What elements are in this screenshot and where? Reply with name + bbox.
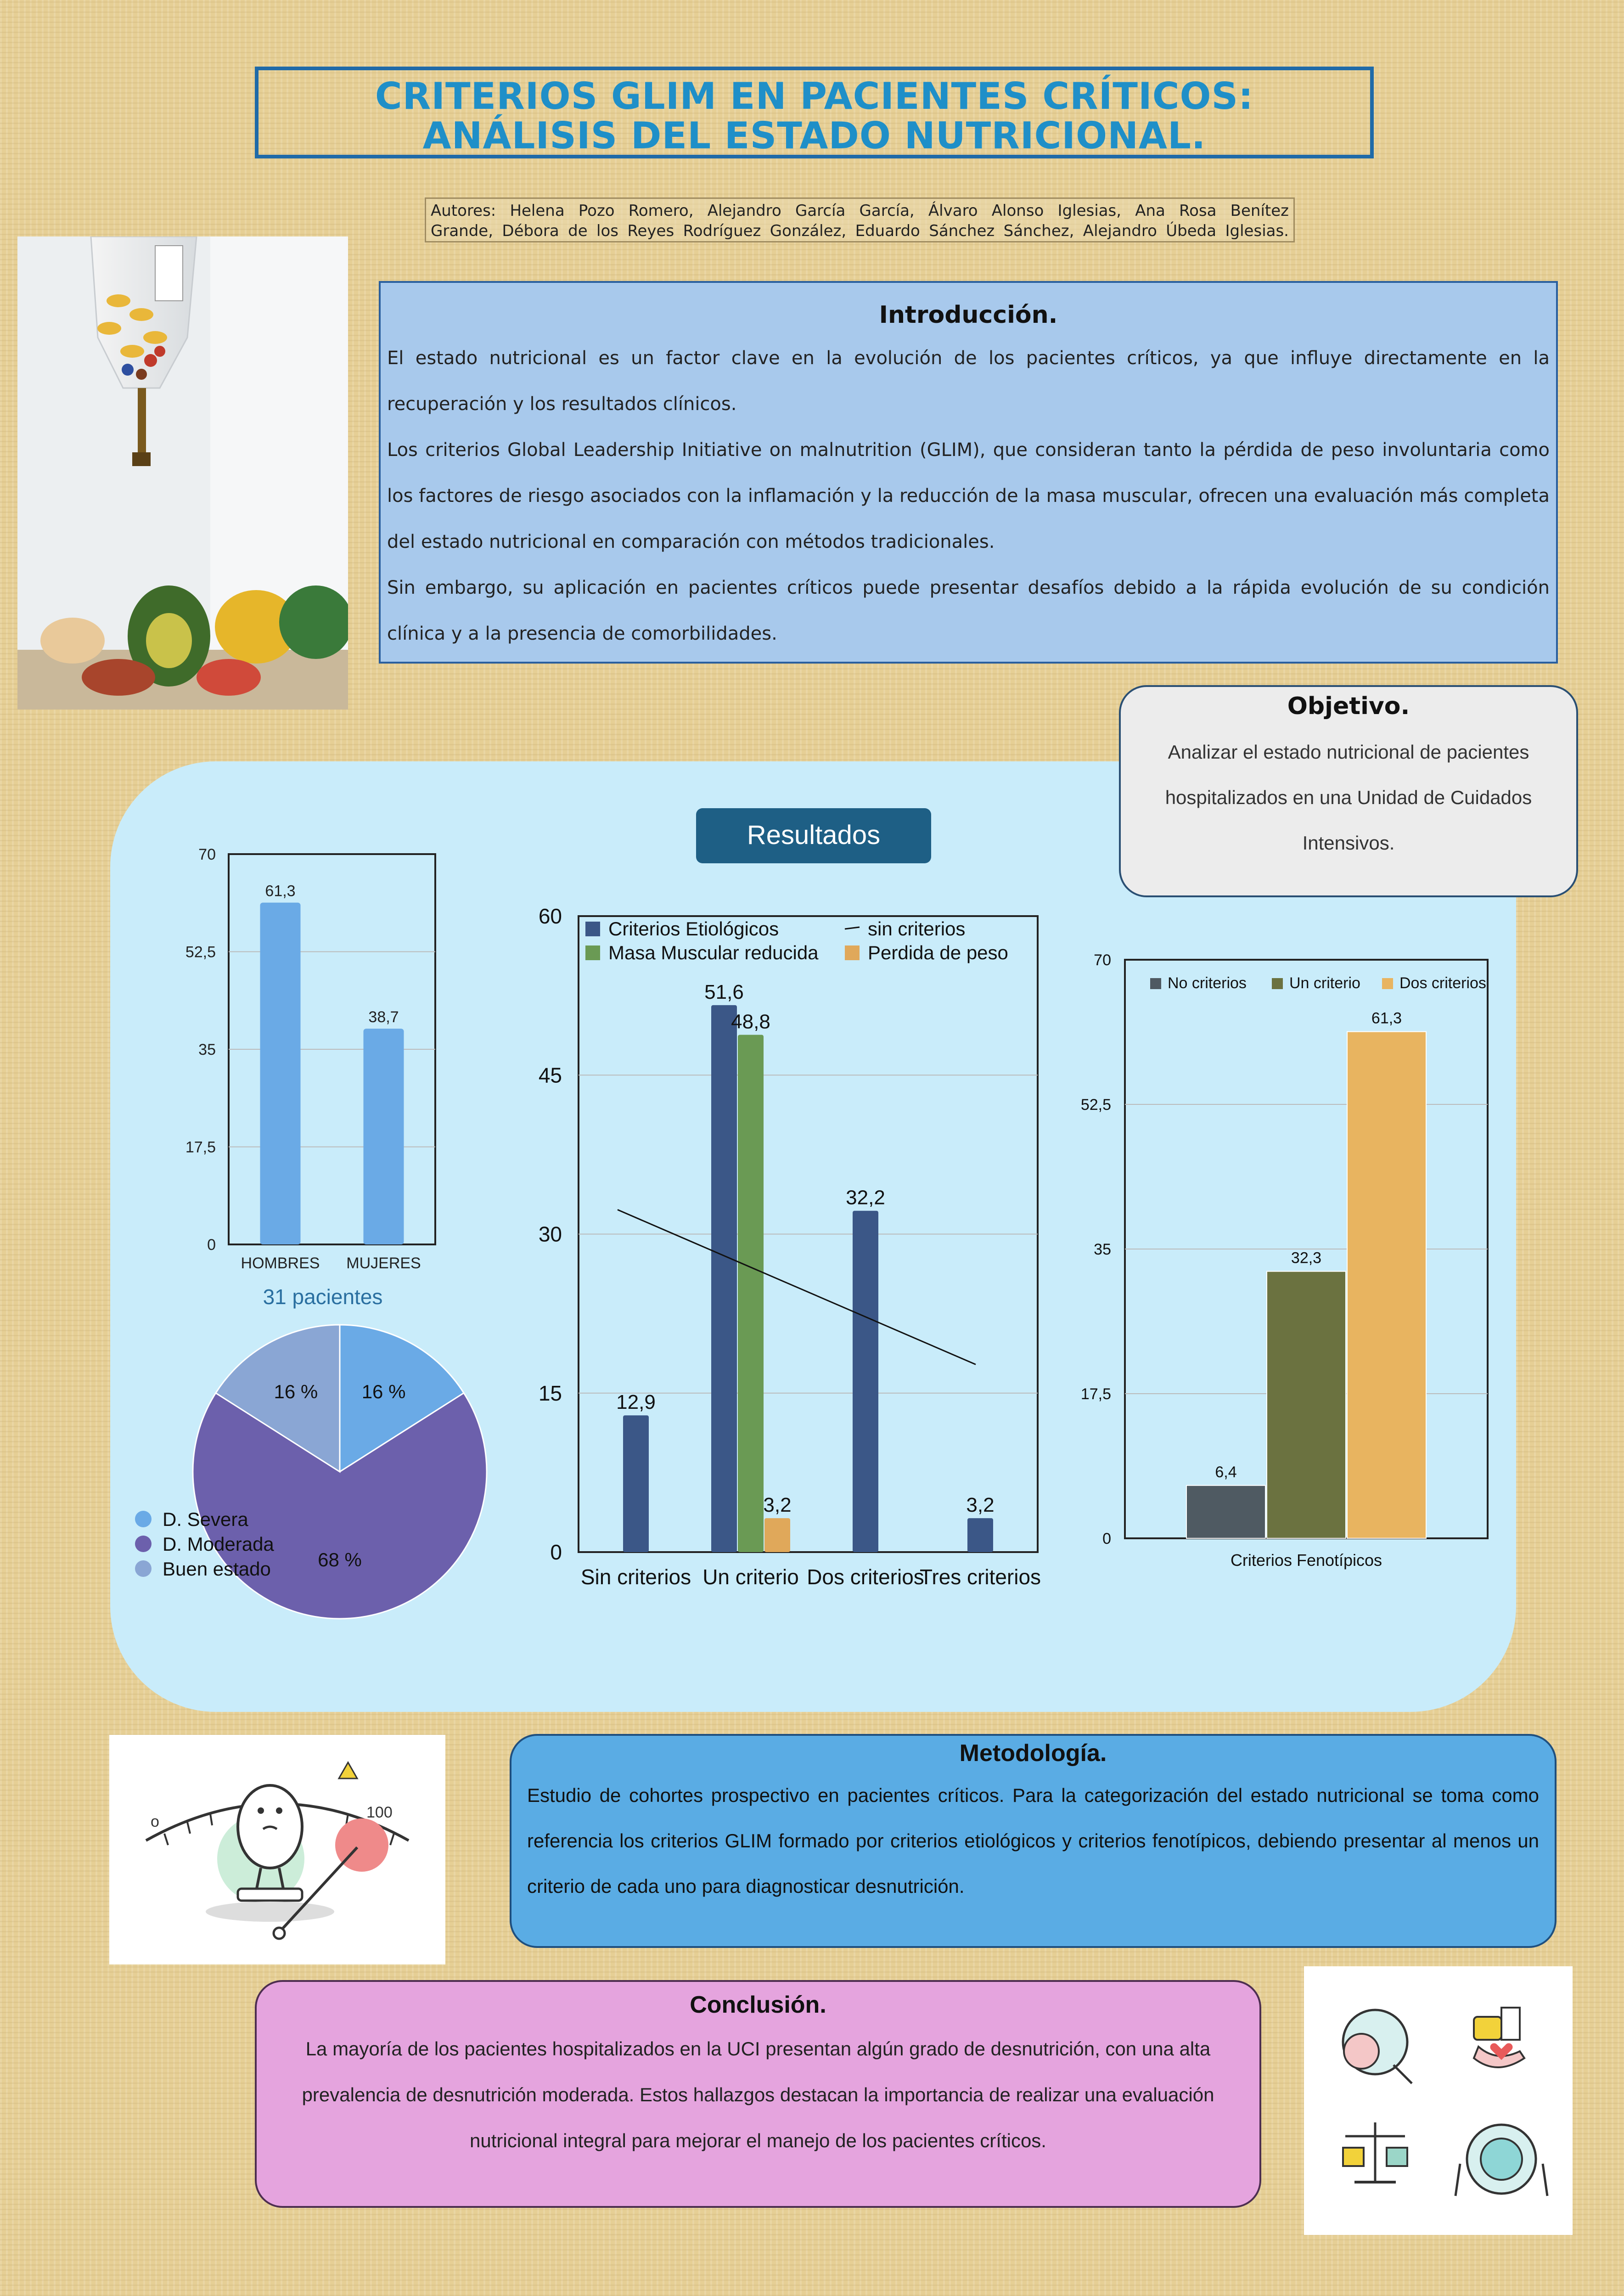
bar-dos-criterios (1347, 1032, 1426, 1538)
y-tick-label: 0 (207, 1236, 216, 1254)
legend-swatch (1382, 978, 1393, 989)
legend-label: Perdida de peso (868, 942, 1008, 963)
introduction-section (379, 281, 1558, 664)
legend-swatch (585, 945, 600, 960)
y-tick-label: 70 (1094, 951, 1111, 969)
bar-criterios-etiol-gicos (967, 1518, 993, 1552)
balance-scale-icon (1343, 2122, 1407, 2182)
x-tick-label: Un criterio (702, 1565, 799, 1589)
trendline-sin-criterios (618, 1210, 976, 1364)
bar-criterios-etiol-gicos (711, 1005, 737, 1552)
results-heading: Resultados (696, 808, 931, 863)
authors-line-2: Grande, Débora de los Reyes Rodríguez González, Eduardo Sánchez Sánchez, Alejandro Úbeda Iglesias. (431, 222, 1289, 240)
authors-line-1: Autores: Helena Pozo Romero, Alejandro García García, Álvaro Alonso Iglesias, Ana Rosa Benítez (431, 202, 1289, 220)
legend-swatch (845, 945, 860, 960)
y-tick-label: 30 (538, 1222, 562, 1246)
data-label: 48,8 (731, 1010, 770, 1033)
legend-label: Buen estado (163, 1558, 271, 1580)
empty-plate-icon (1455, 2125, 1547, 2196)
bar-un-criterio (1267, 1272, 1346, 1538)
y-tick-label: 15 (538, 1381, 562, 1405)
bar-mujeres (364, 1029, 404, 1244)
y-tick-label: 60 (538, 904, 562, 928)
legend-swatch (585, 922, 600, 936)
conclusion-heading: Conclusión. (690, 1992, 826, 2018)
legend-swatch (135, 1536, 152, 1552)
conclusion-section (255, 1980, 1261, 2208)
authors-box (425, 197, 1295, 242)
y-tick-label: 35 (1094, 1241, 1111, 1258)
legend-swatch (135, 1511, 152, 1527)
bar-hombres (260, 903, 301, 1244)
y-tick-label: 52,5 (185, 943, 216, 961)
bar-masa-muscular-reducida (738, 1035, 764, 1552)
data-label: 61,3 (265, 882, 296, 900)
data-label: 32,3 (1291, 1249, 1322, 1267)
y-tick-label: 70 (198, 846, 216, 863)
legend-label: Criterios Etiológicos (608, 918, 779, 940)
bar-no-criterios (1186, 1486, 1265, 1538)
y-tick-label: 52,5 (1080, 1096, 1111, 1114)
objective-heading: Objetivo. (1287, 692, 1410, 720)
x-tick-label: Criterios Fenotípicos (1230, 1551, 1382, 1570)
bar-perdida-de-peso (764, 1518, 790, 1552)
iv-bag-vitamins-and-vegetables-photo (17, 236, 348, 709)
y-tick-label: 17,5 (1080, 1385, 1111, 1403)
data-label: 12,9 (616, 1391, 656, 1414)
nutritional-status-pie-chart (124, 1313, 500, 1626)
legend-label: No criterios (1168, 974, 1247, 992)
etiological-criteria-bar-chart (519, 900, 1051, 1598)
x-tick-label: HOMBRES (241, 1255, 320, 1272)
legend-swatch (1272, 978, 1283, 989)
y-tick-label: 17,5 (185, 1138, 216, 1156)
data-label: 3,2 (763, 1494, 792, 1517)
y-tick-label: 0 (1102, 1530, 1111, 1548)
nutrition-icons-grid (1304, 1966, 1573, 2235)
pie-data-label: 68 % (318, 1549, 362, 1570)
objective-text: Analizar el estado nutricional de pacientes hospitalizados en una Unidad de Cuidados Intensivos. (1165, 741, 1532, 854)
title-line-1: CRITERIOS GLIM EN PACIENTES CRÍTICOS: (375, 75, 1254, 118)
x-tick-label: Tres criterios (919, 1565, 1041, 1589)
food-in-hand-icon (1474, 2008, 1524, 2067)
poster-title (255, 67, 1374, 158)
data-label: 38,7 (368, 1008, 399, 1026)
intro-paragraph-2: Los criterios Global Leadership Initiative on malnutrition (GLIM), que consideran tanto la pérdida de peso involuntaria como los factores de riesgo asociados con la inflamación y la reducción de la masa muscular, ofrecen una evaluación más completa del estado nutricional en comparación con métodos tradicionales. (387, 439, 1550, 552)
data-label: 3,2 (966, 1494, 995, 1517)
methodology-section (510, 1734, 1557, 1948)
legend-line-swatch (845, 927, 860, 929)
svg-text:o: o (151, 1813, 159, 1830)
y-tick-label: 0 (550, 1540, 562, 1564)
data-label: 61,3 (1371, 1009, 1402, 1027)
intro-paragraph-1: El estado nutricional es un factor clave en la evolución de los pacientes críticos, ya que influye directamente en la recuperación y los resultados clínicos. (387, 348, 1550, 415)
y-tick-label: 35 (198, 1041, 216, 1058)
y-tick-label: 45 (538, 1063, 562, 1087)
x-tick-label: Dos criterios (807, 1565, 924, 1589)
sex-distribution-bar-chart (174, 840, 459, 1313)
legend-label: sin criterios (868, 918, 966, 940)
x-axis-label: 31 pacientes (263, 1285, 383, 1309)
legend-swatch (135, 1560, 152, 1577)
intro-paragraph-3: Sin embargo, su aplicación en pacientes críticos puede presentar desafíos debido a la rápida evolución de su condición clínica y a la presencia de comorbilidades. (387, 577, 1550, 644)
sick-face-icon (1343, 2010, 1412, 2083)
bar-criterios-etiol-gicos (623, 1415, 649, 1552)
introduction-heading: Introducción. (879, 301, 1058, 329)
legend-label: Masa Muscular reducida (608, 942, 819, 963)
methodology-heading: Metodología. (959, 1740, 1107, 1767)
legend-label: Dos criterios (1399, 974, 1486, 992)
legend-swatch (1150, 978, 1161, 989)
pie-data-label: 16 % (274, 1381, 318, 1403)
phenotypic-criteria-bar-chart (1070, 941, 1501, 1584)
svg-text:100: 100 (366, 1804, 393, 1821)
conclusion-text: La mayoría de los pacientes hospitalizados en la UCI presentan algún grado de desnutrición, con una alta prevalencia de desnutrición moderada. Estos hallazgos destacan la importancia de realizar una evaluación nutricional integral para mejorar el manejo de los pacientes críticos. (302, 2038, 1214, 2151)
pie-data-label: 16 % (361, 1381, 406, 1403)
legend-label: D. Moderada (163, 1533, 274, 1555)
data-label: 32,2 (846, 1186, 885, 1209)
title-line-2: ANÁLISIS DEL ESTADO NUTRICIONAL. (422, 114, 1206, 157)
x-tick-label: Sin criterios (580, 1565, 691, 1589)
data-label: 6,4 (1215, 1463, 1237, 1481)
bar-criterios-etiol-gicos (853, 1211, 878, 1552)
data-label: 51,6 (704, 980, 744, 1003)
legend-label: Un criterio (1289, 974, 1360, 992)
person-on-weight-scale-illustration (109, 1735, 445, 1964)
x-tick-label: MUJERES (346, 1255, 421, 1272)
objective-section (1119, 685, 1578, 897)
methodology-text: Estudio de cohortes prospectivo en pacientes críticos. Para la categorización del estado nutricional se toma como referencia los criterios GLIM formado por criterios etiológicos y criterios fenotípicos, debiendo presentar al menos un criterio de cada uno para diagnosticar desnutrición. (527, 1784, 1539, 1897)
legend-label: D. Severa (163, 1508, 248, 1530)
